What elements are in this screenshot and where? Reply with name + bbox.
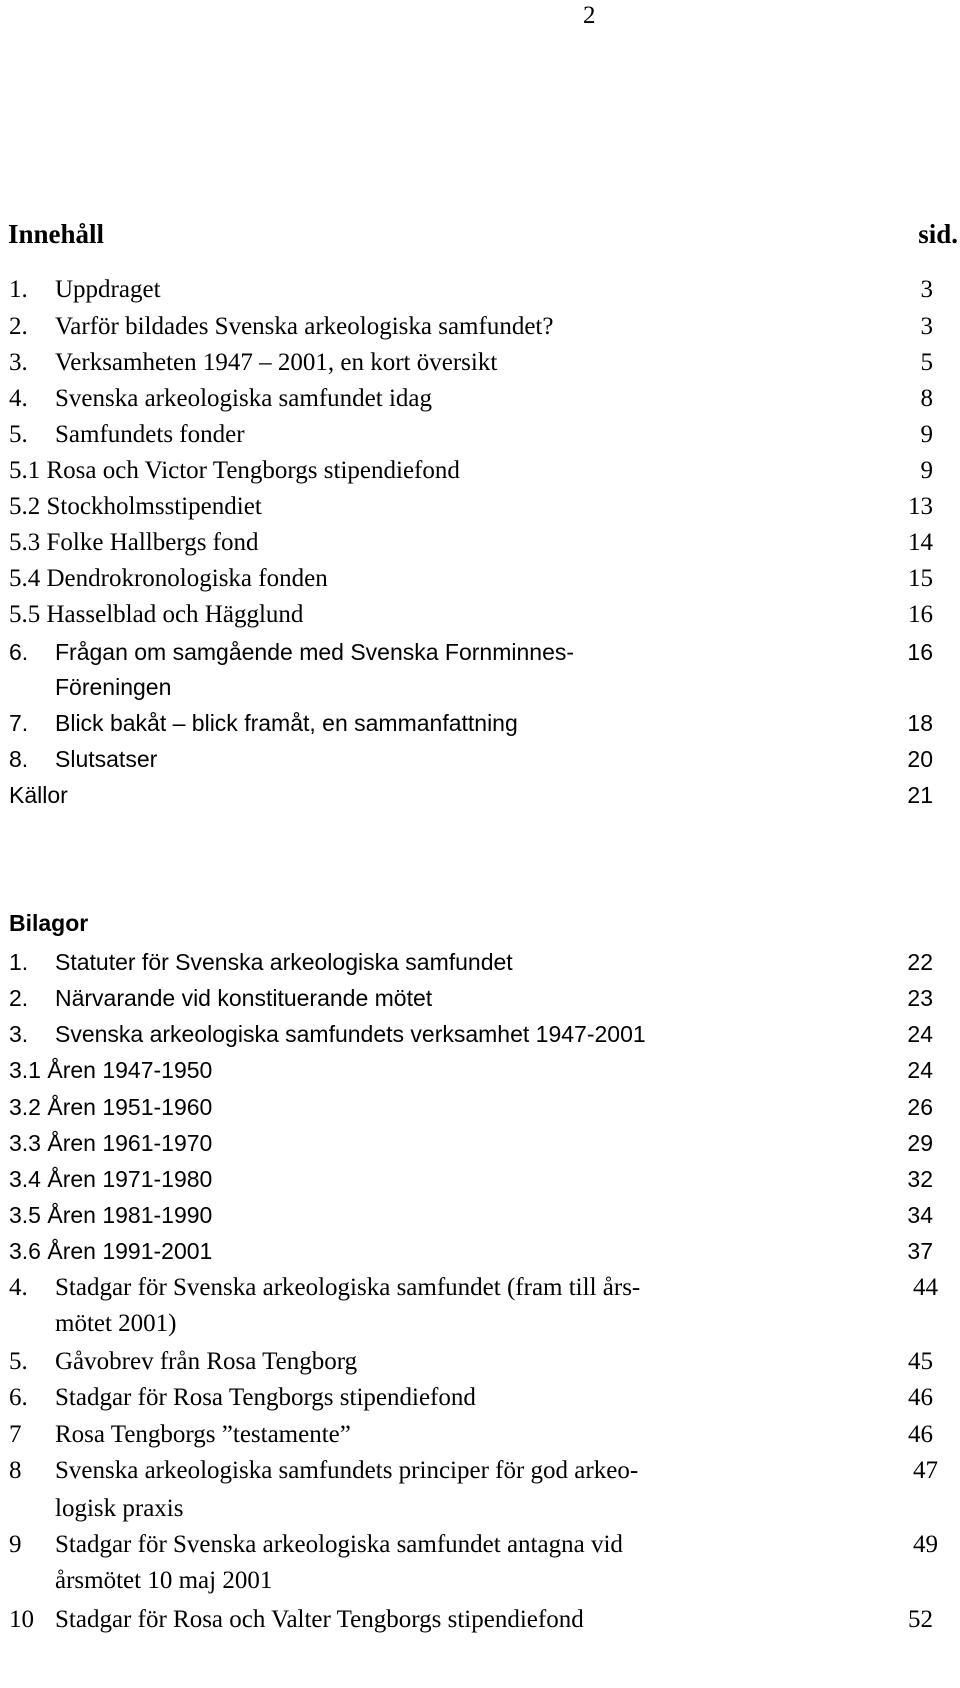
toc-entry-page: 13	[908, 493, 933, 520]
toc-entry-5-3	[0, 528, 960, 558]
appendix-text: 3.2 Åren 1951-1960	[9, 1094, 213, 1120]
appendix-text: 3.1 Åren 1947-1950	[9, 1057, 213, 1083]
appendix-text: 3.3 Åren 1961-1970	[9, 1130, 213, 1156]
appendix-page: 46	[908, 1384, 933, 1411]
toc-entry-number: 8.	[9, 746, 29, 772]
appendix-entry-7	[0, 1420, 960, 1450]
toc-entry-number: 4.	[9, 385, 28, 412]
toc-entry-5	[0, 420, 960, 450]
appendix-page: 52	[908, 1606, 933, 1633]
toc-entry-3	[0, 348, 960, 378]
toc-entry-text: Källor	[9, 782, 68, 808]
toc-entry-text: 5.2 Stockholmsstipendiet	[9, 493, 262, 520]
toc-entry-page: 8	[920, 385, 933, 412]
appendix-text: Stadgar för Rosa och Valter Tengborgs stipendiefond	[55, 1606, 584, 1633]
toc-entry-text: Frågan om samgående med Svenska Fornminnes-	[55, 639, 575, 665]
toc-entry-page: 16	[908, 601, 933, 628]
appendix-number: 5.	[9, 1348, 28, 1375]
toc-entry-text: Uppdraget	[55, 276, 161, 303]
appendix-text: Närvarande vid konstituerande mötet	[55, 985, 433, 1011]
toc-entry-page: 14	[908, 529, 933, 556]
appendix-text: Statuter för Svenska arkeologiska samfundet	[55, 949, 513, 975]
appendix-page: 45	[908, 1348, 933, 1375]
appendix-text: Stadgar för Rosa Tengborgs stipendiefond	[55, 1384, 476, 1411]
appendix-entry-8	[0, 1456, 960, 1486]
appendix-entry-3-1	[0, 1055, 960, 1085]
toc-entry-text: Blick bakåt – blick framåt, en sammanfattning	[55, 710, 518, 736]
page-number: 2	[583, 2, 596, 29]
toc-entry-1	[0, 275, 960, 305]
toc-page-label: sid.	[918, 219, 958, 249]
toc-entry-5-5	[0, 600, 960, 630]
appendix-page: 44	[913, 1274, 938, 1301]
appendix-text: Gåvobrev från Rosa Tengborg	[55, 1348, 358, 1375]
toc-entry-number: 3.	[9, 349, 28, 376]
toc-entry-6	[0, 637, 960, 667]
appendix-page: 46	[908, 1421, 933, 1448]
appendix-number: 9	[9, 1531, 22, 1558]
toc-entry-text: Varför bildades Svenska arkeologiska samfundet?	[55, 313, 554, 340]
toc-entry-8	[0, 744, 960, 774]
toc-entry-page: 9	[920, 421, 933, 448]
appendix-continuation: mötet 2001)	[55, 1310, 177, 1337]
appendix-page: 49	[913, 1531, 938, 1558]
toc-entry-text: 5.4 Dendrokronologiska fonden	[9, 565, 328, 592]
appendix-number: 8	[9, 1457, 22, 1484]
toc-entry-page: 18	[907, 710, 933, 736]
toc-entry-page: 20	[907, 746, 933, 772]
toc-entry-text: Slutsatser	[55, 746, 158, 772]
appendix-entry-4	[0, 1273, 960, 1303]
appendix-number: 2.	[9, 985, 29, 1011]
toc-entry-text: 5.1 Rosa och Victor Tengborgs stipendiefond	[9, 457, 460, 484]
appendix-entry-9	[0, 1530, 960, 1560]
appendix-entry-3	[0, 1019, 960, 1049]
toc-entry-page: 15	[908, 565, 933, 592]
appendix-page: 22	[907, 949, 933, 975]
appendix-entry-10	[0, 1605, 960, 1635]
appendix-text: Stadgar för Svenska arkeologiska samfundet (fram till års-	[55, 1274, 641, 1301]
appendix-entry-6	[0, 1383, 960, 1413]
appendix-number: 3.	[9, 1021, 29, 1047]
appendix-entry-9-continued	[0, 1566, 960, 1596]
toc-entry-number: 5.	[9, 421, 28, 448]
toc-entry-page: 3	[920, 313, 933, 340]
appendix-continuation: årsmötet 10 maj 2001	[55, 1567, 273, 1594]
appendix-number: 6.	[9, 1384, 28, 1411]
toc-entry-number: 7.	[9, 710, 29, 736]
toc-heading	[8, 219, 958, 250]
toc-entry-number: 6.	[9, 639, 29, 665]
appendix-page: 24	[907, 1021, 933, 1047]
appendices-heading: Bilagor	[9, 910, 89, 936]
appendix-entry-8-continued	[0, 1494, 960, 1524]
appendix-number: 7	[9, 1421, 22, 1448]
appendix-entry-4-continued	[0, 1309, 960, 1339]
toc-entry-text: Samfundets fonder	[55, 421, 245, 448]
toc-entry-text: Svenska arkeologiska samfundet idag	[55, 385, 432, 412]
appendix-page: 34	[907, 1202, 933, 1228]
toc-entry-number: 2.	[9, 313, 28, 340]
toc-entry-number: 1.	[9, 276, 28, 303]
appendix-continuation: logisk praxis	[55, 1495, 184, 1522]
appendix-page: 29	[907, 1130, 933, 1156]
appendix-text: Rosa Tengborgs ”testamente”	[55, 1421, 351, 1448]
toc-entry-page: 3	[920, 276, 933, 303]
appendix-entry-1	[0, 947, 960, 977]
toc-entry-6-continued	[0, 672, 960, 702]
appendix-page: 23	[907, 985, 933, 1011]
toc-entry-text: 5.5 Hasselblad och Hägglund	[9, 601, 304, 628]
appendix-page: 32	[907, 1166, 933, 1192]
toc-entry-page: 5	[920, 349, 933, 376]
appendix-page: 37	[907, 1238, 933, 1264]
toc-entry-text: 5.3 Folke Hallbergs fond	[9, 529, 259, 556]
toc-entry-page: 9	[920, 457, 933, 484]
appendix-page: 26	[907, 1094, 933, 1120]
toc-title: Innehåll	[8, 219, 105, 249]
appendix-entry-3-4	[0, 1164, 960, 1194]
appendix-text: Stadgar för Svenska arkeologiska samfundet antagna vid	[55, 1531, 623, 1558]
toc-entry-continuation: Föreningen	[55, 674, 172, 700]
appendix-entry-2	[0, 983, 960, 1013]
toc-entry-5-2	[0, 492, 960, 522]
toc-entry-page: 16	[907, 639, 933, 665]
appendix-page: 47	[913, 1457, 938, 1484]
appendix-text: Svenska arkeologiska samfundets verksamhet 1947-2001	[55, 1021, 646, 1047]
appendix-number: 1.	[9, 949, 29, 975]
toc-entry-7	[0, 708, 960, 738]
appendix-entry-3-3	[0, 1128, 960, 1158]
toc-entry-5-4	[0, 564, 960, 594]
toc-entry-sources	[0, 780, 960, 810]
appendix-entry-3-2	[0, 1092, 960, 1122]
appendix-text: Svenska arkeologiska samfundets principer för god arkeo-	[55, 1457, 639, 1484]
appendix-page: 24	[907, 1057, 933, 1083]
toc-entry-2	[0, 312, 960, 342]
appendix-entry-3-5	[0, 1200, 960, 1230]
toc-entry-5-1	[0, 456, 960, 486]
toc-entry-page: 21	[907, 782, 933, 808]
appendix-text: 3.5 Åren 1981-1990	[9, 1202, 213, 1228]
appendix-number: 10	[9, 1606, 34, 1633]
appendix-entry-3-6	[0, 1236, 960, 1266]
appendix-entry-5	[0, 1347, 960, 1377]
appendix-number: 4.	[9, 1274, 28, 1301]
toc-entry-text: Verksamheten 1947 – 2001, en kort översikt	[55, 349, 498, 376]
toc-entry-4	[0, 384, 960, 414]
appendix-text: 3.4 Åren 1971-1980	[9, 1166, 213, 1192]
appendix-text: 3.6 Åren 1991-2001	[9, 1238, 213, 1264]
